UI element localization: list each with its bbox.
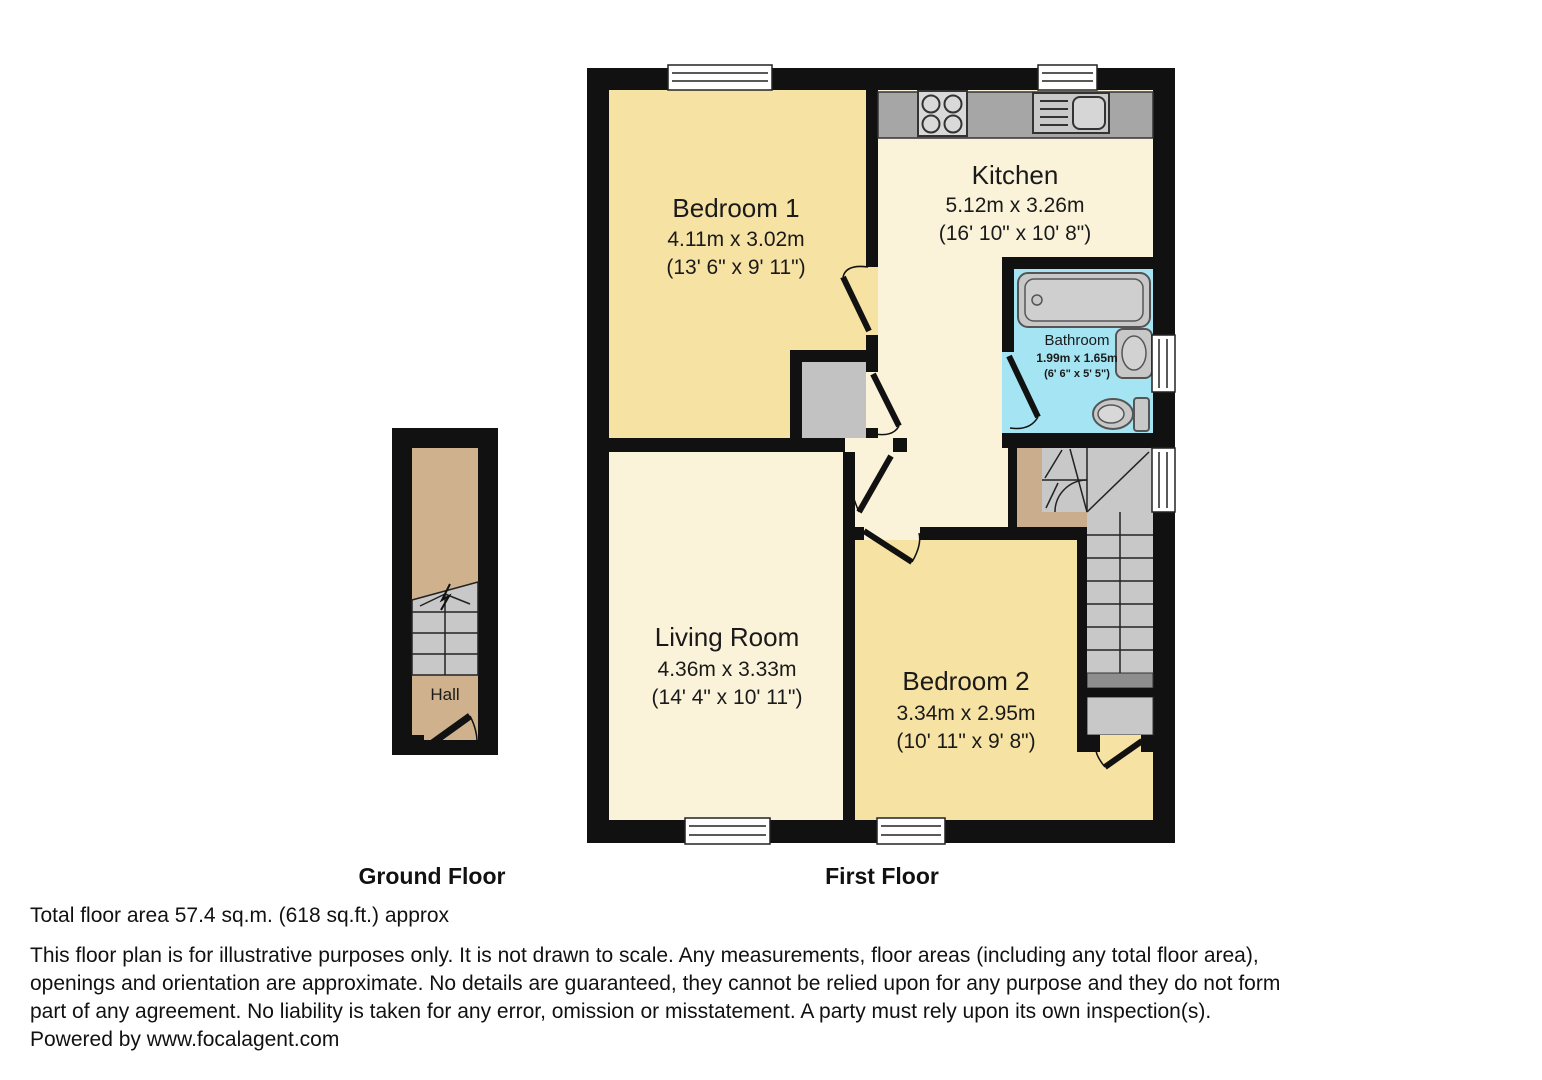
bedroom1-window	[668, 65, 772, 90]
disclaimer-line-3: part of any agreement. No liability is taken for any error, omission or misstatement. A party must rely upon its own inspection(s).	[30, 1000, 1212, 1023]
bathroom-imperial: (6' 6" x 5' 5")	[1044, 368, 1110, 380]
bedroom2-imperial: (10' 11" x 9' 8")	[896, 730, 1036, 753]
kitchen-label: Kitchen	[971, 160, 1059, 190]
hall-label: Hall	[430, 685, 460, 704]
disclaimer-line-1: This floor plan is for illustrative purposes only. It is not drawn to scale. Any measurements, floor areas (including any total floor area),	[30, 944, 1259, 967]
kitchen-sink-icon	[1033, 93, 1109, 133]
toilet-icon	[1093, 398, 1149, 431]
living-room-metric: 4.36m x 3.33m	[657, 658, 797, 681]
kitchen-imperial: (16' 10" x 10' 8")	[938, 222, 1092, 245]
first-floor-plan	[587, 65, 1175, 844]
ground-floor-caption: Ground Floor	[358, 863, 506, 889]
living-room-label: Living Room	[654, 622, 800, 652]
closet-floor	[802, 362, 866, 438]
basin-icon	[1116, 329, 1152, 378]
kitchen-metric: 5.12m x 3.26m	[945, 194, 1085, 217]
bathroom-window	[1152, 335, 1175, 392]
bedroom2-label: Bedroom 2	[902, 666, 1030, 696]
bathroom-label: Bathroom	[1044, 332, 1110, 349]
hob-icon	[918, 91, 967, 136]
bedroom2-window	[877, 818, 945, 844]
landing-floor	[855, 447, 1008, 527]
ground-floor-plan	[392, 428, 498, 755]
living-room-window	[685, 818, 770, 844]
total-floor-area: Total floor area 57.4 sq.m. (618 sq.ft.) approx	[30, 904, 450, 927]
bedroom2-metric: 3.34m x 2.95m	[896, 702, 1036, 725]
kitchen-window	[1038, 65, 1097, 90]
footer	[30, 904, 1280, 1051]
bedroom1-imperial: (13' 6" x 9' 11")	[666, 256, 806, 279]
bathroom-metric: 1.99m x 1.65m	[1036, 351, 1118, 365]
bath-icon	[1018, 273, 1150, 327]
powered-by: Powered by www.focalagent.com	[30, 1028, 340, 1051]
kitchen-counter	[878, 91, 1153, 138]
stairs-window	[1152, 448, 1175, 512]
living-room-imperial: (14' 4" x 10' 11")	[651, 686, 803, 709]
disclaimer-line-2: openings and orientation are approximate. No details are guaranteed, they cannot be relied upon for any purpose and they do not form	[30, 972, 1281, 995]
bedroom1-label: Bedroom 1	[672, 193, 800, 223]
first-floor-caption: First Floor	[825, 863, 939, 889]
bedroom1-metric: 4.11m x 3.02m	[667, 228, 805, 251]
